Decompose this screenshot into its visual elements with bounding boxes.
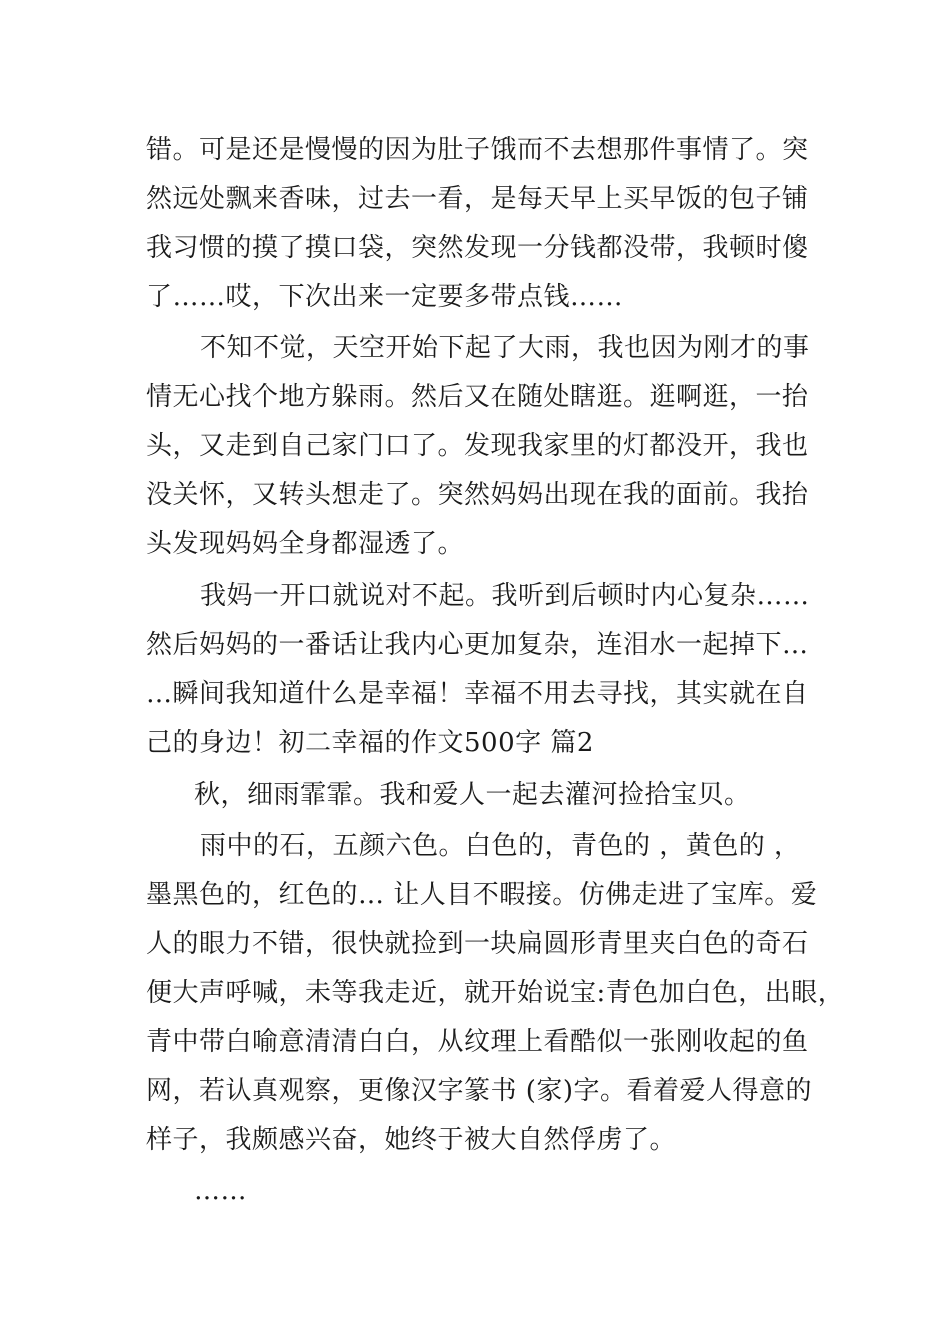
- text-line: 头，又走到自己家门口了。发现我家里的灯都没开，我也: [146, 431, 809, 461]
- text-line: 便大声呼喊，未等我走近，就开始说宝:青色加白色，出眼，: [146, 978, 845, 1008]
- text-line: 人的眼力不错，很快就捡到一块扁圆形青里夹白色的奇石: [146, 929, 809, 959]
- text-line: 样子，我颇感兴奋，她终于被大自然俘虏了。: [146, 1125, 677, 1155]
- text-line: 网，若认真观察，更像汉字篆书 (家)字。看着爱人得意的: [146, 1076, 813, 1106]
- ellipsis-line: ……: [194, 1176, 247, 1206]
- paragraph-start-line: 雨中的石，五颜六色。白色的，青色的 ，黄色的 ，: [200, 831, 801, 861]
- text-line: 我习惯的摸了摸口袋，突然发现一分钱都没带，我顿时傻: [146, 233, 809, 263]
- paragraph-start-line: 秋，细雨霏霏。我和爱人一起去灌河捡拾宝贝。: [194, 780, 751, 810]
- paragraph-start-line: 不知不觉，天空开始下起了大雨，我也因为刚才的事: [200, 333, 810, 363]
- text-line: 没关怀，又转头想走了。突然妈妈出现在我的面前。我抬: [146, 480, 809, 510]
- text-line: 情无心找个地方躲雨。然后又在随处瞎逛。逛啊逛，一抬: [146, 382, 809, 412]
- text-line: 墨黑色的，红色的… 让人目不暇接。仿佛走进了宝库。爱: [146, 880, 818, 910]
- paragraph-start-line: 我妈一开口就说对不起。我听到后顿时内心复杂……: [200, 581, 810, 611]
- text-line: 错。可是还是慢慢的因为肚子饿而不去想那件事情了。突: [146, 135, 809, 165]
- text-line: 了……哎，下次出来一定要多带点钱……: [146, 282, 624, 312]
- text-line: …瞬间我知道什么是幸福！幸福不用去寻找，其实就在自: [146, 679, 809, 709]
- text-line: 青中带白喻意清清白白，从纹理上看酷似一张刚收起的鱼: [146, 1027, 809, 1057]
- text-line: 然后妈妈的一番话让我内心更加复杂，连泪水一起掉下…: [146, 630, 809, 660]
- text-line: 己的身边！初二幸福的作文500字 篇2: [146, 728, 594, 758]
- text-line: 头发现妈妈全身都湿透了。: [146, 529, 465, 559]
- text-line: 然远处飘来香味，过去一看，是每天早上买早饭的包子铺: [146, 184, 809, 214]
